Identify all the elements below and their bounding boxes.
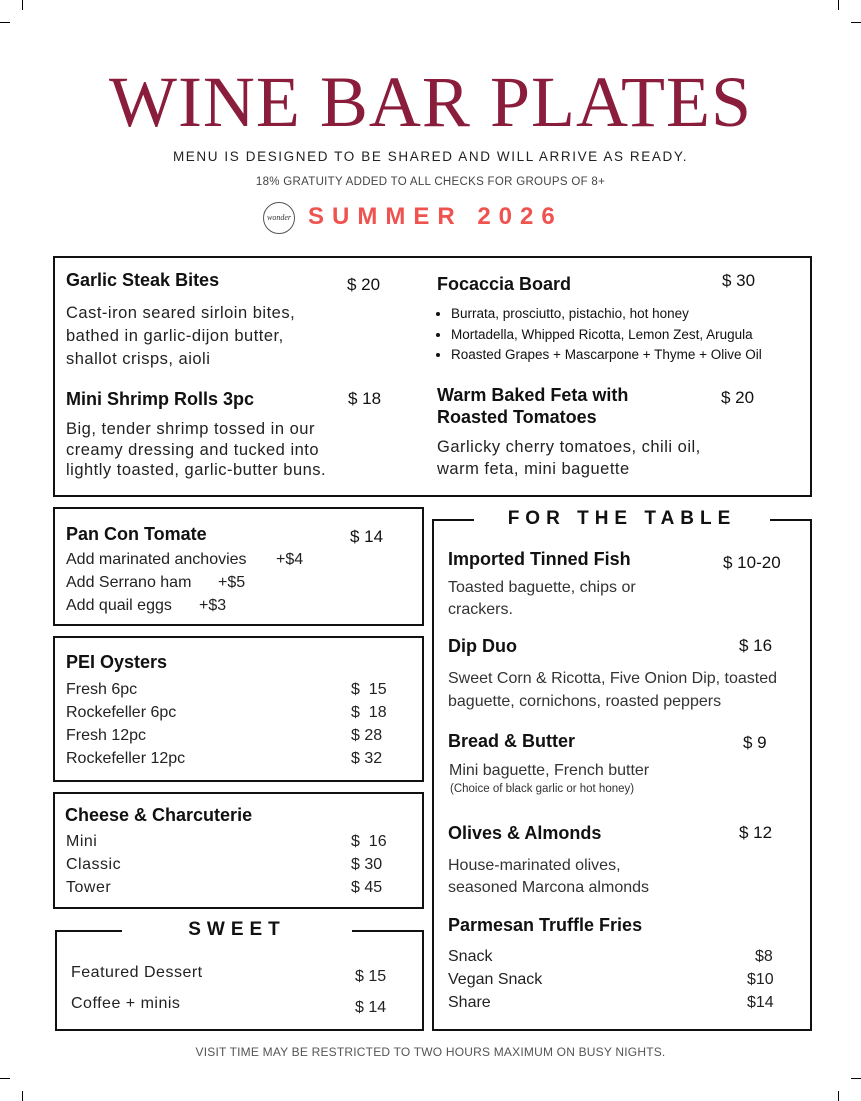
addon-price: +$5: [218, 574, 246, 591]
row-label: Coffee + minis: [71, 995, 181, 1012]
item-name: Garlic Steak Bites: [66, 270, 220, 290]
item-desc: shallot crisps, aioli: [66, 350, 211, 368]
item-desc: baguette, cornichons, roasted peppers: [448, 693, 722, 710]
footer-note: VISIT TIME MAY BE RESTRICTED TO TWO HOURS MAXIMUM ON BUSY NIGHTS.: [195, 1045, 666, 1059]
item-name: Mini Shrimp Rolls 3pc: [66, 389, 255, 409]
item-desc: House-marinated olives,: [448, 857, 621, 874]
item-note: (Choice of black garlic or hot honey): [450, 783, 635, 795]
row-price: $ 15: [355, 968, 387, 985]
row-label: Fresh 6pc: [66, 681, 138, 698]
crop-mark: [0, 1078, 10, 1079]
row-price: $ 15: [351, 681, 387, 698]
item-name: Focaccia Board: [437, 274, 572, 294]
row-label: Rockefeller 6pc: [66, 704, 177, 721]
row-price: $ 28: [351, 727, 383, 744]
list-item: • Mortadella, Whipped Ricotta, Lemon Zest, Arugula: [451, 325, 762, 346]
section-heading: FOR THE TABLE: [474, 508, 770, 530]
crop-mark: [0, 22, 10, 23]
season-label: SUMMER 2026: [308, 203, 563, 230]
item-name: Cheese & Charcuterie: [65, 805, 253, 825]
item-name: Dip Duo: [448, 636, 517, 656]
section-heading: SWEET: [122, 919, 352, 941]
item-price: $ 18: [348, 389, 382, 408]
row-label: Featured Dessert: [71, 964, 203, 981]
row-label: Mini: [66, 833, 98, 850]
row-price: $ 30: [351, 856, 383, 873]
focaccia-list: [437, 304, 762, 366]
item-name: Warm Baked Feta with: [437, 385, 629, 405]
item-price: $ 16: [739, 636, 773, 655]
list-item: • Roasted Grapes + Mascarpone + Thyme + Olive Oil: [451, 345, 762, 366]
row-label: Snack: [448, 948, 493, 965]
menu-subtitle: MENU IS DESIGNED TO BE SHARED AND WILL ARRIVE AS READY.: [172, 149, 689, 164]
gratuity-note: 18% GRATUITY ADDED TO ALL CHECKS FOR GROUPS OF 8+: [255, 176, 606, 188]
crop-mark: [838, 0, 839, 10]
item-desc: Sweet Corn & Ricotta, Five Onion Dip, toasted: [448, 670, 778, 687]
addon-label: Add marinated anchovies: [66, 551, 247, 568]
crop-mark: [22, 0, 23, 10]
item-price: $ 9: [743, 733, 767, 752]
item-name: Roasted Tomatoes: [437, 407, 597, 427]
item-name: Bread & Butter: [448, 731, 576, 751]
item-price: $ 14: [350, 527, 384, 546]
item-desc: Toasted baguette, chips or: [448, 579, 636, 596]
item-name: Pan Con Tomate: [66, 524, 207, 544]
item-price: $ 20: [721, 388, 755, 407]
brand-logo: wonder: [263, 202, 295, 234]
row-price: $ 32: [351, 750, 383, 767]
row-label: Tower: [66, 879, 112, 896]
item-desc: crackers.: [448, 601, 513, 618]
addon-label: Add Serrano ham: [66, 574, 192, 591]
item-desc: creamy dressing and tucked into: [66, 441, 320, 459]
item-desc: warm feta, mini baguette: [437, 460, 630, 478]
row-price: $8: [755, 948, 773, 965]
item-desc: Mini baguette, French butter: [449, 762, 650, 779]
row-label: Classic: [66, 856, 122, 873]
row-label: Vegan Snack: [448, 971, 543, 988]
item-name: Olives & Almonds: [448, 823, 602, 843]
item-price: $ 20: [347, 275, 381, 294]
crop-mark: [22, 1091, 23, 1101]
row-label: Fresh 12pc: [66, 727, 147, 744]
row-price: $ 45: [351, 879, 383, 896]
page-title: WINE BAR PLATES: [109, 62, 752, 142]
item-name: PEI Oysters: [66, 652, 168, 672]
item-desc: seasoned Marcona almonds: [448, 879, 650, 896]
row-price: $ 14: [355, 999, 387, 1016]
row-price: $ 16: [351, 833, 387, 850]
crop-mark: [851, 22, 861, 23]
item-name: Imported Tinned Fish: [448, 549, 631, 569]
addon-label: Add quail eggs: [66, 597, 172, 614]
item-price: $ 30: [722, 271, 756, 290]
item-desc: bathed in garlic-dijon butter,: [66, 327, 284, 345]
item-desc: Cast-iron seared sirloin bites,: [66, 304, 296, 322]
row-label: Share: [448, 994, 491, 1011]
item-desc: Garlicky cherry tomatoes, chili oil,: [437, 438, 701, 456]
item-desc: lightly toasted, garlic-butter buns.: [66, 461, 327, 479]
row-price: $ 18: [351, 704, 387, 721]
list-item: • Burrata, prosciutto, pistachio, hot honey: [451, 304, 762, 325]
item-price: $ 10-20: [723, 553, 781, 572]
row-price: $10: [747, 971, 774, 988]
item-name: Parmesan Truffle Fries: [448, 915, 643, 935]
item-price: $ 12: [739, 823, 773, 842]
addon-price: +$3: [199, 597, 227, 614]
row-label: Rockefeller 12pc: [66, 750, 186, 767]
row-price: $14: [747, 994, 774, 1011]
crop-mark: [851, 1078, 861, 1079]
addon-price: +$4: [276, 551, 304, 568]
crop-mark: [838, 1091, 839, 1101]
item-desc: Big, tender shrimp tossed in our: [66, 420, 315, 438]
